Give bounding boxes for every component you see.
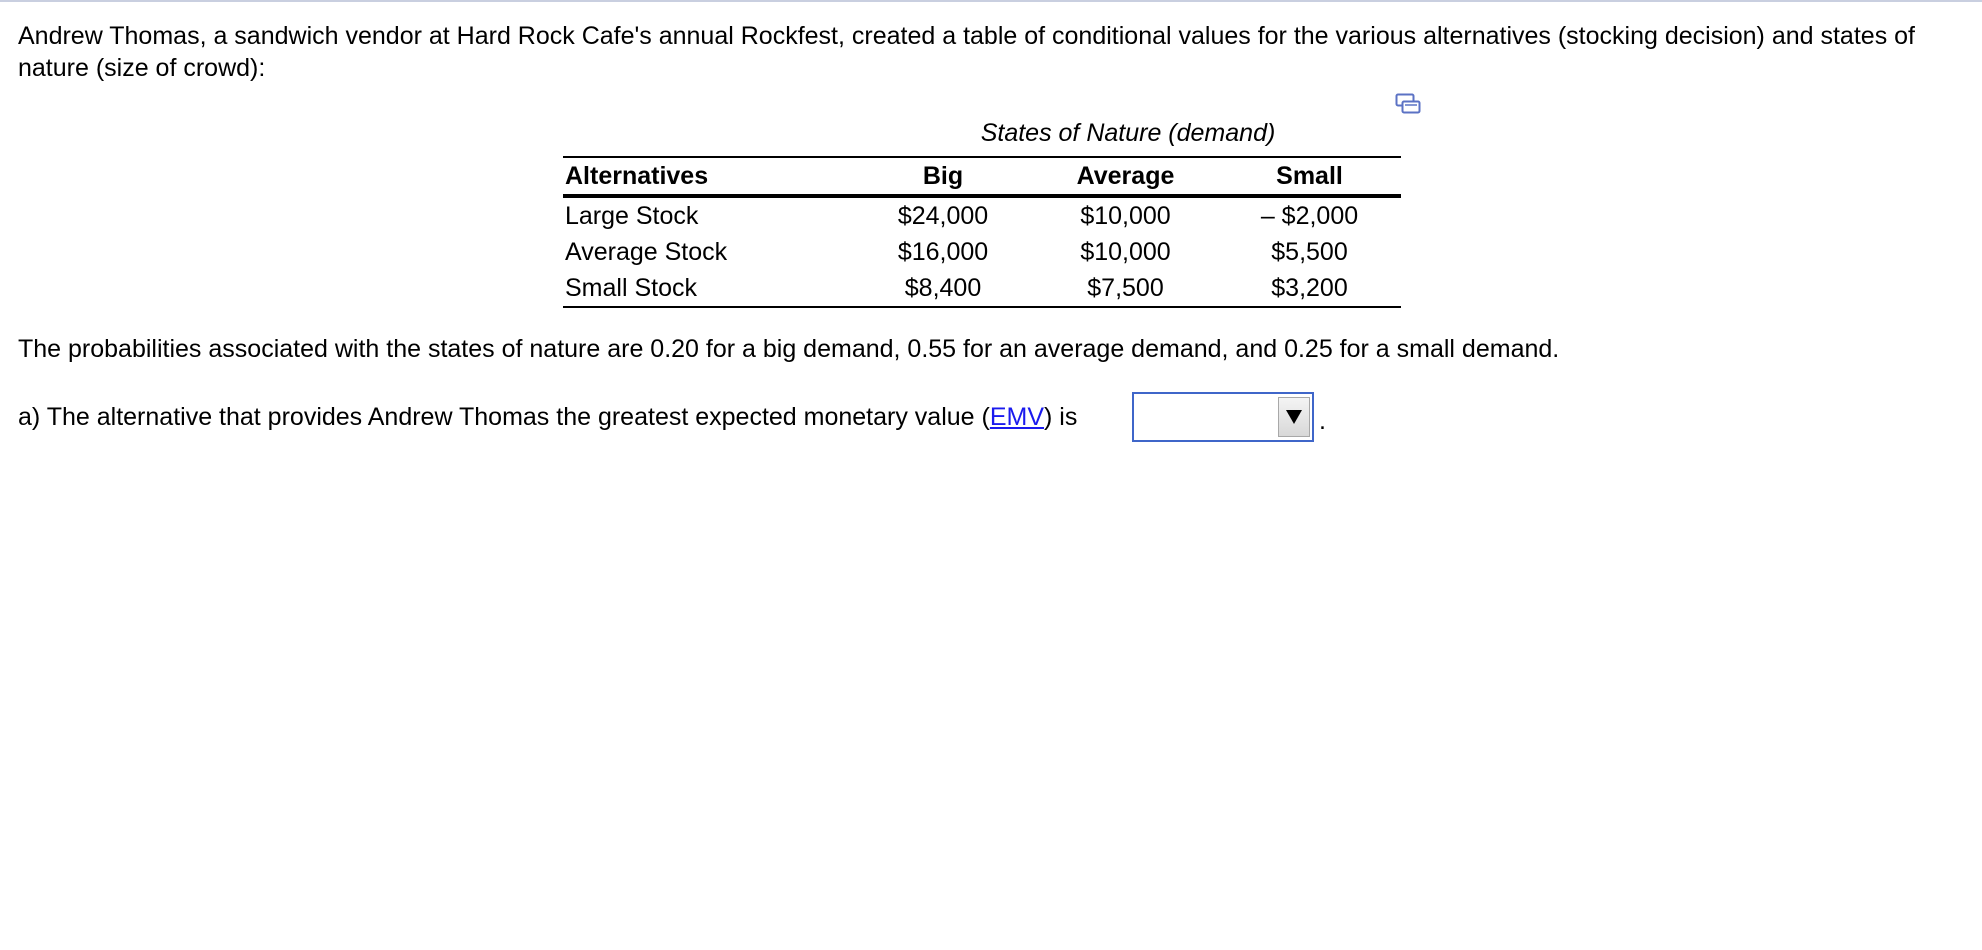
trailing-period: . — [1319, 407, 1326, 435]
table-row — [563, 234, 1401, 270]
row-label: Small Stock — [565, 274, 697, 302]
table-row — [563, 196, 1401, 234]
problem-intro: Andrew Thomas, a sandwich vendor at Hard Rock Cafe's annual Rockfest, created a table of conditional values for the various alternatives (stocking decision) and states of nature (size of crowd): — [18, 22, 1915, 82]
table-cell: – $2,000 — [1260, 202, 1359, 230]
table-cell: $16,000 — [897, 238, 989, 266]
table-cell: $10,000 — [1080, 202, 1171, 230]
row-label: Large Stock — [565, 202, 699, 230]
header-big: Big — [922, 162, 964, 190]
triangle-down-icon — [1285, 403, 1303, 432]
table-cell: $10,000 — [1080, 238, 1171, 266]
probabilities-text: The probabilities associated with the states of nature are 0.20 for a big demand, 0.55 for an average demand, and 0.25 for a small demand. — [18, 335, 1560, 363]
dropdown-arrow-button[interactable] — [1278, 397, 1310, 437]
row-label: Average Stock — [565, 238, 728, 266]
top-divider — [0, 0, 1982, 2]
question-prefix: a) The alternative that provides Andrew Thomas the greatest expected monetary value ( — [18, 403, 990, 431]
table-cell: $3,200 — [1271, 274, 1348, 302]
alternative-dropdown[interactable] — [1132, 392, 1314, 442]
table-cell: $5,500 — [1271, 238, 1348, 266]
table-header-row — [563, 157, 1401, 196]
conditional-values-table — [563, 156, 1401, 308]
header-alternatives: Alternatives — [565, 162, 709, 190]
table-row — [563, 270, 1401, 307]
question-a — [18, 401, 1077, 433]
copy-icon[interactable] — [1395, 93, 1421, 115]
question-suffix: ) is — [1044, 403, 1078, 431]
table-caption: States of Nature (demand) — [980, 119, 1276, 147]
table-cell: $7,500 — [1087, 274, 1164, 302]
header-small: Small — [1276, 162, 1343, 190]
table-cell: $24,000 — [897, 202, 989, 230]
header-average: Average — [1076, 162, 1175, 190]
table-cell: $8,400 — [904, 274, 982, 302]
emv-link[interactable]: EMV — [989, 403, 1045, 431]
